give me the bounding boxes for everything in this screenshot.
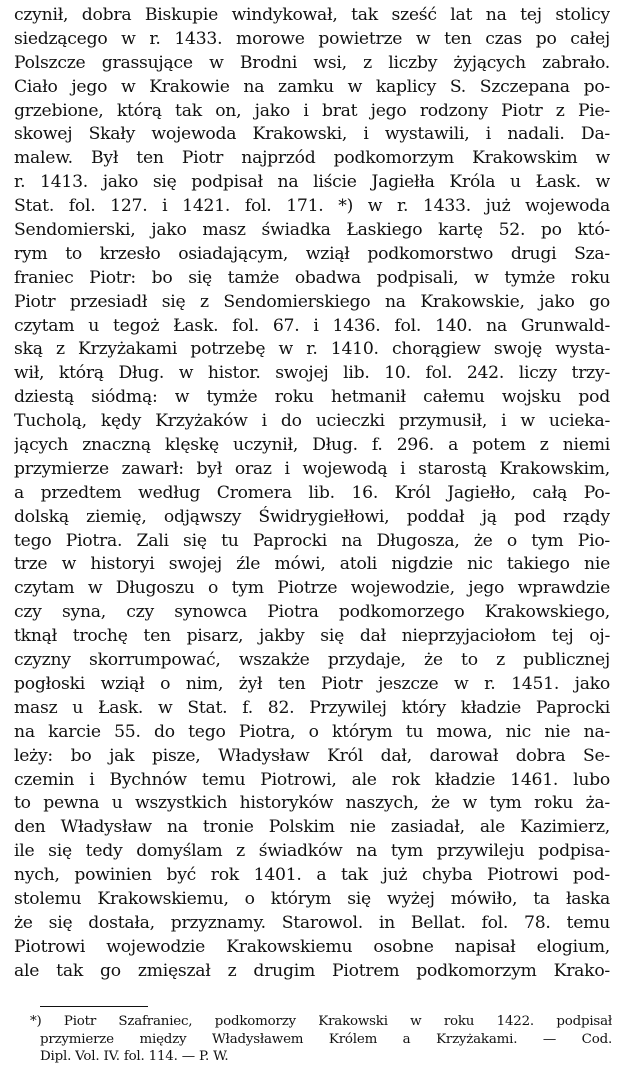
text-line: to pewna u wszystkich historyków naszych, że w tym roku ża-: [14, 793, 610, 814]
text-line: przymierze zawarł: był oraz i wojewodą i starostą Krakowskim,: [14, 458, 610, 479]
footnote-line: Dipl. Vol. IV. fol. 114. — P. W.: [40, 1049, 229, 1064]
text-line: czemin i Bychnów temu Piotrowi, ale rok kładzie 1461. lubo: [14, 769, 610, 790]
footnote-line: *) Piotr Szafraniec, podkomorzy Krakowski w roku 1422. podpisał: [30, 1014, 612, 1029]
text-line: dolską ziemię, odjąwszy Świdrygiełłowi, poddał ją pod rządy: [14, 506, 610, 527]
text-line: na karcie 55. do tego Piotra, o którym tu mowa, nic nie na-: [14, 721, 610, 742]
footnote: [30, 1013, 612, 1066]
text-line: czytam u tegoż Łask. fol. 67. i 1436. fol. 140. na Grunwald-: [14, 315, 610, 336]
text-line: ską z Krzyżakami potrzebę w r. 1410. chorągiew swoję wysta-: [14, 339, 610, 360]
footnote-line: przymierze między Władysławem Królem a Krzyżakami. — Cod.: [40, 1031, 612, 1047]
text-line: franiec Piotr: bo się tamże obadwa podpisali, w tymże roku: [14, 267, 610, 288]
text-line: dziestą siódmą: w tymże roku hetmanił całemu wojsku pod: [14, 387, 610, 408]
text-line: Piotr przesiadł się z Sendomierskiego na Krakowskie, jako go: [14, 291, 610, 312]
text-line: tego Piotra. Zali się tu Paprocki na Długosza, że o tym Pio-: [14, 530, 610, 551]
text-line: Piotrowi wojewodzie Krakowskiemu osobne napisał elogium,: [14, 936, 610, 957]
text-line: Polszcze grassujące w Brodni wsi, z liczby żyjących zabrało.: [14, 52, 610, 73]
text-line: czy syna, czy synowca Piotra podkomorzego Krakowskiego,: [14, 602, 610, 623]
main-text: [14, 4, 610, 984]
text-line: den Władysław na tronie Polskim nie zasiadał, ale Kazimierz,: [14, 817, 610, 838]
text-line: czynił, dobra Biskupie windykował, tak sześć lat na tej stolicy: [14, 5, 610, 25]
text-line: Tucholą, kędy Krzyżaków i do ucieczki przymusił, i w ucieka-: [14, 411, 610, 432]
text-line: czytam w Długoszu o tym Piotrze wojewodzie, jego wprawdzie: [14, 578, 610, 599]
text-line: grzebione, którą tak on, jako i brat jego rodzony Piotr z Pie-: [14, 100, 610, 121]
text-line: a przedtem według Cromera lib. 16. Król Jagiełło, całą Po-: [14, 482, 610, 503]
text-line: ale tak go zmięszał z drugim Piotrem podkomorzym Krako-: [14, 960, 610, 981]
text-line: skowej Skały wojewoda Krakowski, i wystawili, i nadali. Da-: [14, 124, 610, 145]
text-line: Ciało jego w Krakowie na zamku w kaplicy S. Szczepana po-: [14, 76, 610, 97]
text-line: jących znaczną klęskę uczynił, Dług. f. 296. a potem z niemi: [14, 435, 610, 456]
text-line: czyzny skorrumpować, wszakże przydaje, że to z publicznej: [14, 650, 610, 671]
text-line: trze w historyi swojej źle mówi, atoli nigdzie nic takiego nie: [14, 554, 610, 575]
text-line: malew. Był ten Piotr najprzód podkomorzym Krakowskim w: [14, 148, 610, 169]
text-line: r. 1413. jako się podpisał na liście Jagiełła Króla u Łask. w: [14, 172, 610, 193]
text-line: że się dostała, przyznamy. Starowol. in Bellat. fol. 78. temu: [14, 912, 610, 933]
text-line: ile się tedy domyślam z świadków na tym przywileju podpisa-: [14, 841, 610, 862]
text-line: nych, powinien być rok 1401. a tak już chyba Piotrowi pod-: [14, 865, 610, 886]
text-line: pogłoski wziął o nim, żył ten Piotr jeszcze w r. 1451. jako: [14, 673, 610, 694]
text-line: Sendomierski, jako masz świadka Łaskiego kartę 52. po któ-: [14, 220, 610, 241]
text-line: stolemu Krakowskiemu, o którym się wyżej mówiło, ta łaska: [14, 888, 610, 909]
text-line: rym to krzesło osiadającym, wziął podkomorstwo drugi Sza-: [14, 243, 610, 264]
text-line: wił, którą Dług. w histor. swojej lib. 10. fol. 242. liczy trzy-: [14, 363, 610, 384]
text-line: tknął trochę ten pisarz, jakby się dał nieprzyjaciołom tej oj-: [14, 626, 610, 647]
footnote-divider: [40, 1006, 148, 1007]
text-line: masz u Łask. w Stat. f. 82. Przywilej który kładzie Paprocki: [14, 697, 610, 718]
text-line: leży: bo jak pisze, Władysław Król dał, darował dobra Se-: [14, 745, 610, 766]
text-line: siedzącego w r. 1433. morowe powietrze w ten czas po całej: [14, 28, 610, 49]
text-line: Stat. fol. 127. i 1421. fol. 171. *) w r. 1433. już wojewoda: [14, 196, 610, 217]
